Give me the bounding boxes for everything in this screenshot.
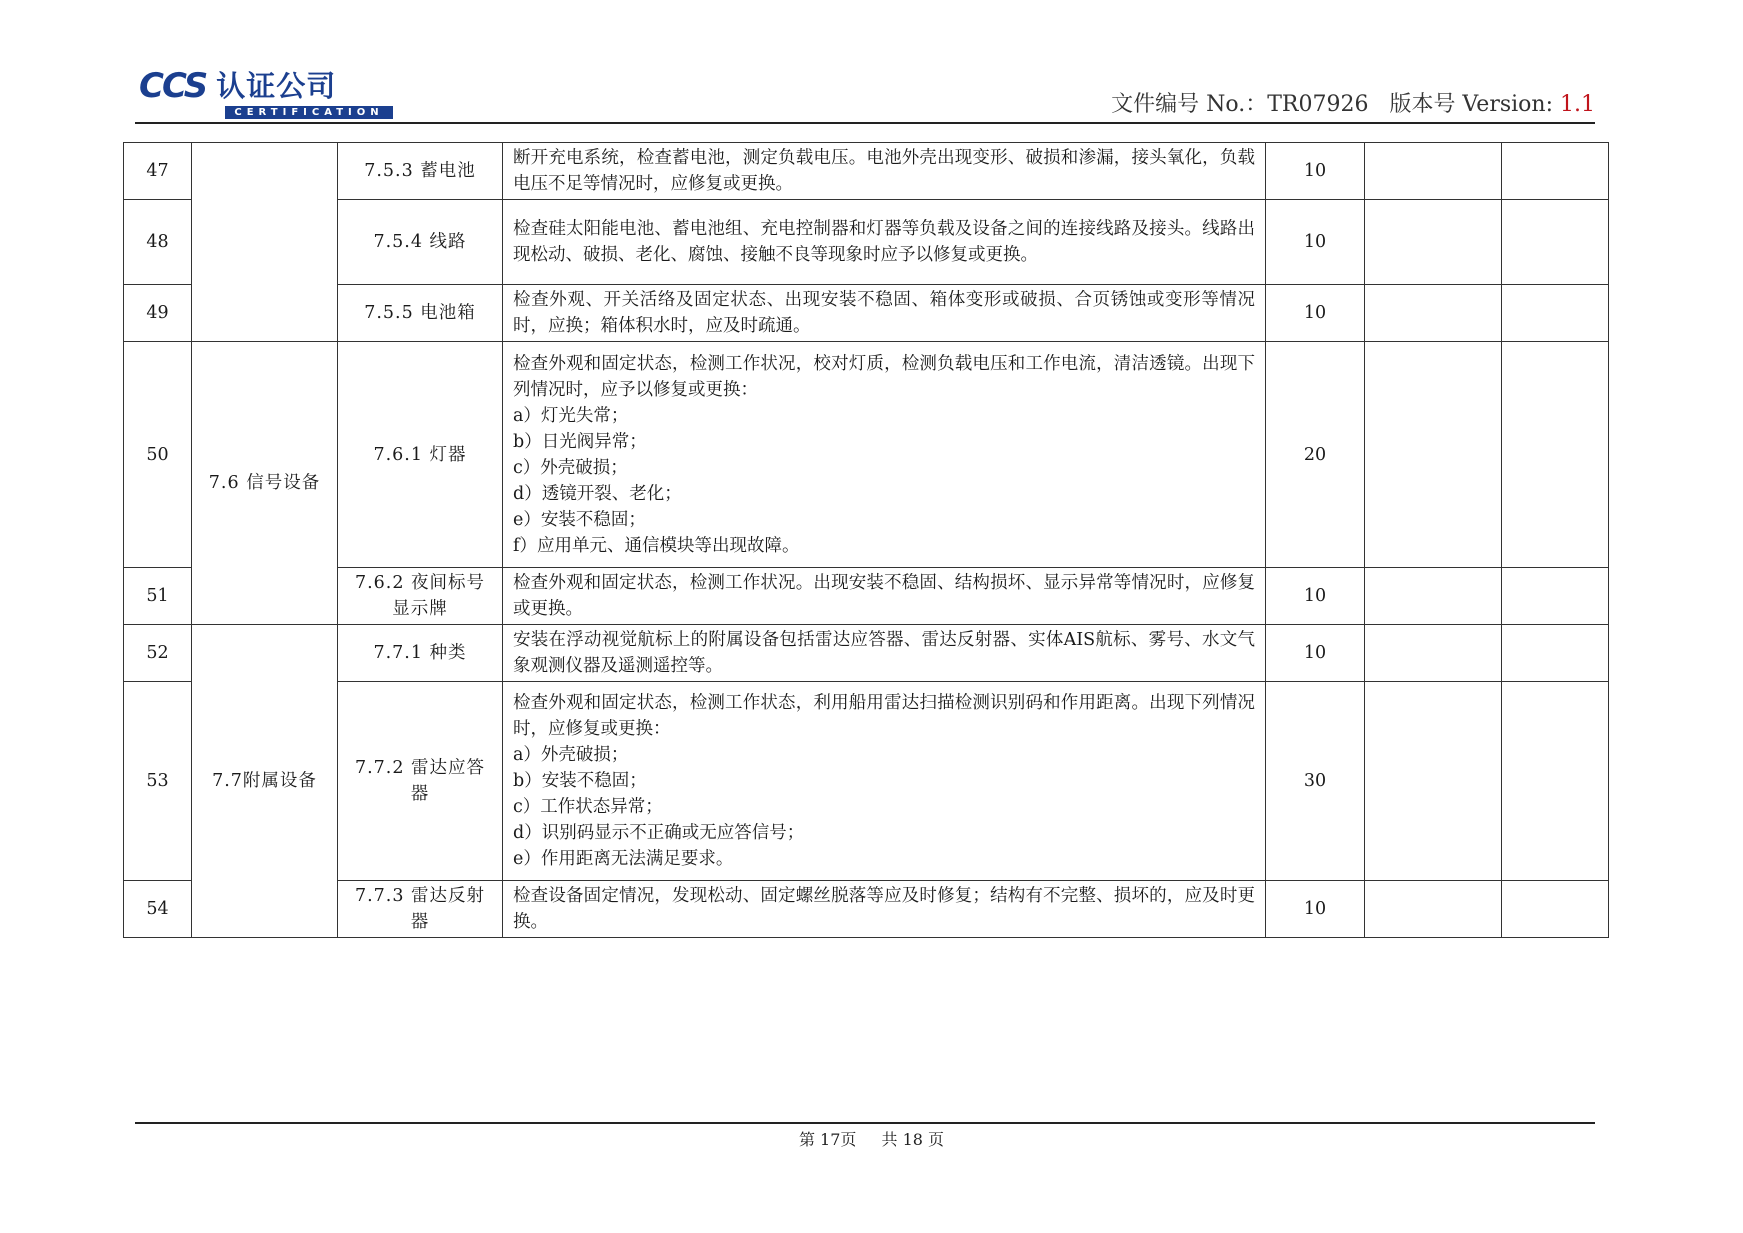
- requirement-line: a）外壳破损；: [513, 745, 629, 765]
- page-header: [135, 62, 1595, 124]
- result-cell: [1365, 285, 1502, 342]
- requirement-cell: [503, 285, 1266, 342]
- table-row: [124, 568, 1609, 625]
- page-total: 共 18 页: [881, 1130, 945, 1149]
- requirement-line: d）透镜开裂、老化；: [513, 483, 682, 504]
- logo-certification-bar: CERTIFICATION: [225, 106, 393, 119]
- row-number: 52: [124, 625, 192, 682]
- table-row: [124, 143, 1609, 200]
- row-number: 51: [124, 568, 192, 625]
- remark-cell: [1502, 200, 1609, 285]
- table-row: [124, 342, 1609, 568]
- page-number: 第 17页: [798, 1130, 857, 1149]
- requirement-line: 检查外观和固定状态，检测工作状况。出现安装不稳固、结构损坏、显示异常等情况时，应修复或更换。: [513, 573, 1255, 619]
- table-row: [124, 200, 1609, 285]
- row-number: 47: [124, 143, 192, 200]
- logo-cn-text: 认证公司: [216, 69, 337, 103]
- logo-ccs-text: CCS: [139, 66, 207, 106]
- requirement-cell: [503, 881, 1266, 938]
- remark-cell: [1502, 881, 1609, 938]
- doc-number-label: 文件编号 No.：: [1111, 92, 1268, 117]
- requirement-cell: [503, 625, 1266, 682]
- result-cell: [1365, 881, 1502, 938]
- row-number: 48: [124, 200, 192, 285]
- requirement-cell: [503, 143, 1266, 200]
- requirement-line: e）安装不稳固；: [513, 509, 646, 530]
- result-cell: [1365, 342, 1502, 568]
- score-cell: 30: [1266, 682, 1365, 881]
- footer-divider: [135, 1122, 1595, 1124]
- table-row: [124, 682, 1609, 881]
- requirement-line: 检查硅太阳能电池、蓄电池组、充电控制器和灯器等负载及设备之间的连接线路及接头。线路出现松动、破损、老化、腐蚀、接触不良等现象时应予以修复或更换。: [513, 219, 1255, 265]
- row-number: 49: [124, 285, 192, 342]
- row-number: 54: [124, 881, 192, 938]
- requirement-line: e）作用距离无法满足要求。: [513, 849, 734, 869]
- result-cell: [1365, 568, 1502, 625]
- requirement-cell: [503, 200, 1266, 285]
- remark-cell: [1502, 342, 1609, 568]
- requirement-line: 检查外观和固定状态，检测工作状态，利用船用雷达扫描检测识别码和作用距离。出现下列情况时，应修复或更换：: [513, 693, 1255, 739]
- requirement-cell: [503, 568, 1266, 625]
- header-divider: [135, 122, 1595, 124]
- item-cell: 7.7.3 雷达反射器: [338, 881, 503, 938]
- result-cell: [1365, 143, 1502, 200]
- remark-cell: [1502, 682, 1609, 881]
- score-cell: 10: [1266, 625, 1365, 682]
- score-cell: 20: [1266, 342, 1365, 568]
- score-cell: 10: [1266, 285, 1365, 342]
- requirement-cell: [503, 342, 1266, 568]
- remark-cell: [1502, 568, 1609, 625]
- row-number: 53: [124, 682, 192, 881]
- row-number: 50: [124, 342, 192, 568]
- table-row: [124, 625, 1609, 682]
- requirement-line: b）日光阀异常；: [513, 431, 647, 452]
- requirement-line: 检查外观、开关活络及固定状态、出现安装不稳固、箱体变形或破损、合页锈蚀或变形等情况时，应换；箱体积水时，应及时疏通。: [513, 290, 1255, 336]
- remark-cell: [1502, 625, 1609, 682]
- ccs-certification-logo: [139, 68, 401, 122]
- result-cell: [1365, 682, 1502, 881]
- score-cell: 10: [1266, 881, 1365, 938]
- requirement-line: 安装在浮动视觉航标上的附属设备包括雷达应答器、雷达反射器、实体AIS航标、雾号、水文气象观测仪器及遥测遥控等。: [513, 630, 1255, 676]
- remark-cell: [1502, 285, 1609, 342]
- requirement-line: c）外壳破损；: [513, 457, 628, 478]
- score-cell: 10: [1266, 200, 1365, 285]
- table-row: [124, 285, 1609, 342]
- inspection-table: [123, 142, 1609, 938]
- category-cell: 7.6 信号设备: [192, 342, 338, 625]
- requirement-line: 检查外观和固定状态，检测工作状况，校对灯质，检测负载电压和工作电流，清洁透镜。出现下列情况时，应予以修复或更换：: [513, 353, 1255, 400]
- item-cell: 7.7.1 种类: [338, 625, 503, 682]
- requirement-line: f）应用单元、通信模块等出现故障。: [513, 535, 800, 556]
- item-cell: 7.5.5 电池箱: [338, 285, 503, 342]
- doc-number: TR07926: [1267, 92, 1369, 117]
- version-number: 1.1: [1560, 92, 1595, 117]
- result-cell: [1365, 200, 1502, 285]
- item-cell: 7.6.1 灯器: [338, 342, 503, 568]
- item-cell: 7.6.2 夜间标号显示牌: [338, 568, 503, 625]
- requirement-line: a）灯光失常；: [513, 405, 629, 426]
- requirement-line: d）识别码显示不正确或无应答信号；: [513, 823, 805, 843]
- score-cell: 10: [1266, 143, 1365, 200]
- item-cell: 7.5.3 蓄电池: [338, 143, 503, 200]
- category-cell: [192, 143, 338, 342]
- item-cell: 7.5.4 线路: [338, 200, 503, 285]
- requirement-line: b）安装不稳固；: [513, 771, 647, 791]
- page-footer: [0, 1128, 1743, 1152]
- requirement-line: 断开充电系统，检查蓄电池，测定负载电压。电池外壳出现变形、破损和渗漏，接头氧化，负载电压不足等情况时，应修复或更换。: [513, 148, 1255, 194]
- category-cell: 7.7附属设备: [192, 625, 338, 938]
- result-cell: [1365, 625, 1502, 682]
- score-cell: 10: [1266, 568, 1365, 625]
- requirement-line: 检查设备固定情况，发现松动、固定螺丝脱落等应及时修复；结构有不完整、损坏的，应及时更换。: [513, 886, 1255, 932]
- remark-cell: [1502, 143, 1609, 200]
- table-row: [124, 881, 1609, 938]
- document-info: [1111, 90, 1595, 120]
- requirement-line: c）工作状态异常；: [513, 797, 663, 817]
- requirement-cell: [503, 682, 1266, 881]
- item-cell: 7.7.2 雷达应答器: [338, 682, 503, 881]
- version-label: 版本号 Version:: [1389, 92, 1553, 117]
